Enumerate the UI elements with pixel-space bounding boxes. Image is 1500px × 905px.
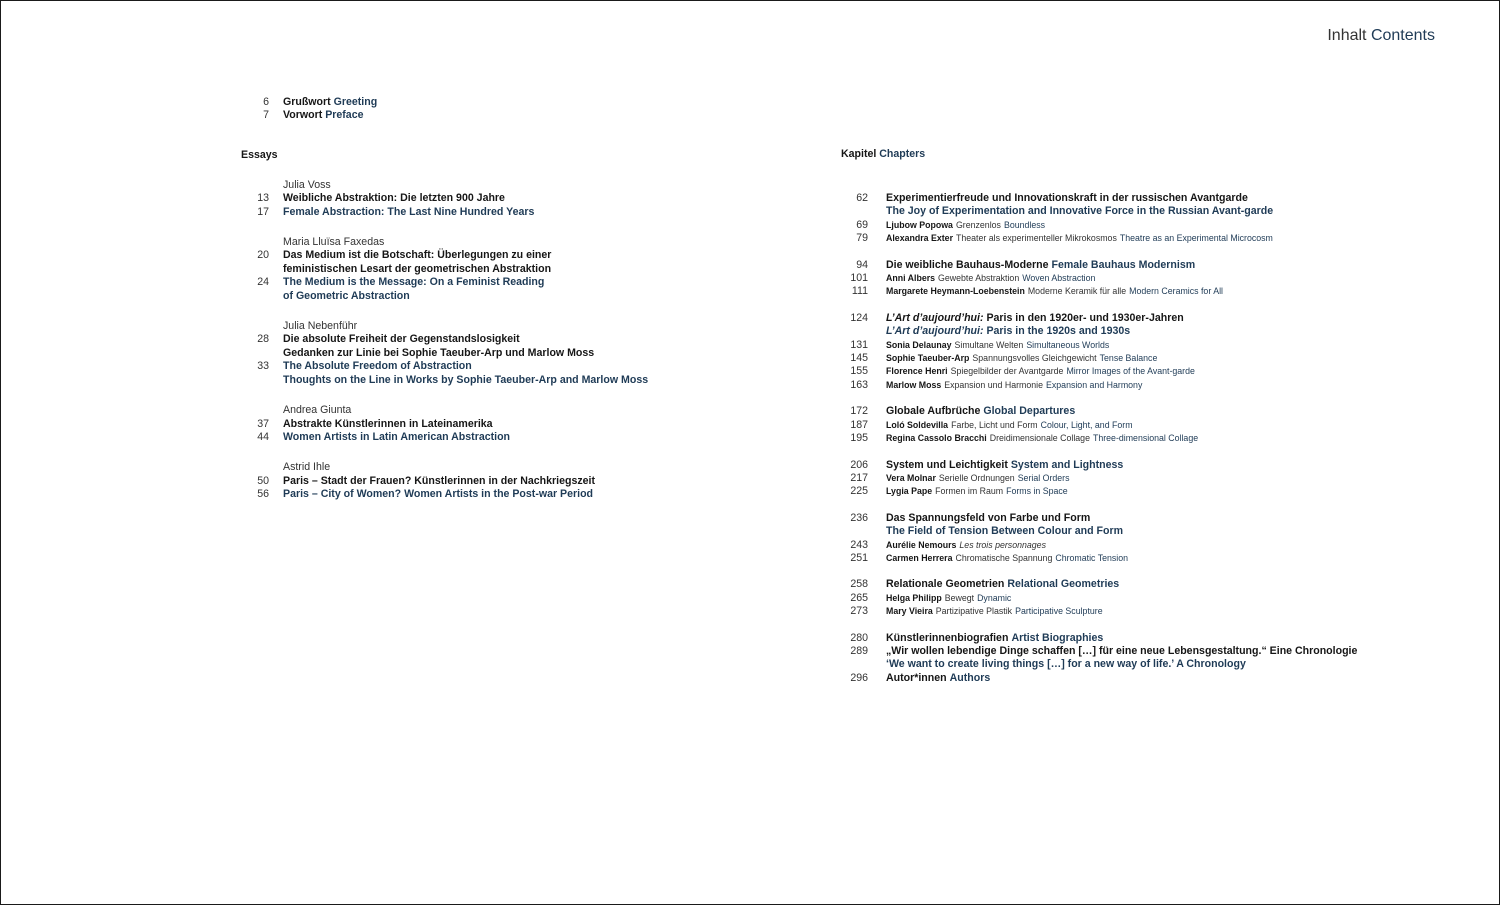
chapter-title-de: Experimentierfreude und Innovationskraft in der russischen Avantgarde	[886, 192, 1248, 204]
artist-entry[interactable]	[841, 379, 1401, 392]
chapter-title-en: System and Lightness	[1010, 458, 1124, 471]
chapter-title-de: Globale Aufbrüche	[886, 405, 981, 418]
page-number: 163	[850, 378, 868, 391]
chapter-title-de: L’Art d’aujourd’hui: Paris in den 1920er- und 1930er-Jahren	[886, 311, 1184, 324]
back-entry-en: Artist Biographies	[1011, 631, 1104, 644]
essay-line[interactable]	[241, 475, 761, 488]
back-entry[interactable]	[841, 672, 1401, 685]
artist-essay-en: Modern Ceramics for All	[1129, 286, 1223, 297]
essay-author: Julia Nebenführ	[283, 320, 358, 333]
artist-essay-en: Theatre as an Experimental Microcosm	[1119, 233, 1273, 244]
page-number: 258	[850, 578, 868, 591]
chapter-title-de: System und Leichtigkeit	[886, 458, 1008, 471]
chapter-title-en-line[interactable]	[841, 525, 1401, 538]
essay-title: Gedanken zur Linie bei Sophie Taeuber-Arp und Marlow Moss	[283, 346, 595, 359]
essay-line[interactable]	[241, 360, 761, 373]
essay-title: Weibliche Abstraktion: Die letzten 900 Jahre	[283, 192, 505, 205]
essay-line[interactable]	[241, 249, 761, 262]
chapter-gap	[841, 299, 1401, 312]
essay-author: Andrea Giunta	[283, 404, 352, 417]
artist-essay-en: Boundless	[1003, 219, 1046, 230]
essay-title: Paris – City of Women? Women Artists in the Post-war Period	[283, 488, 594, 501]
artist-essay-en: Forms in Space	[1006, 486, 1068, 497]
chapter-title-de: Die weibliche Bauhaus-Moderne	[886, 258, 1049, 271]
page-number: 37	[257, 417, 269, 430]
artist-essay-de: Gewebte Abstraktion	[938, 273, 1020, 284]
essay-gap	[241, 162, 761, 179]
artist-essay-italic: Les trois personnages	[959, 539, 1046, 550]
chapter-title-en: Relational Geometries	[1007, 578, 1120, 591]
artist-entry[interactable]	[841, 219, 1401, 232]
page-number: 50	[257, 474, 269, 487]
essay-line[interactable]	[241, 263, 761, 276]
chapter-gap	[841, 161, 1401, 192]
chapters-label-de: Kapitel	[841, 148, 877, 160]
page-number: 172	[850, 405, 868, 418]
artist-entry[interactable]	[841, 552, 1401, 565]
artist-name: Alexandra Exter	[886, 233, 953, 244]
artist-essay-de: Bewegt	[944, 592, 975, 603]
essay-title: The Absolute Freedom of Abstraction	[283, 360, 472, 373]
chapter-gap	[841, 565, 1401, 578]
essays-label: Essays	[241, 148, 278, 161]
page-number: 44	[257, 430, 269, 443]
heading-en: Contents	[1370, 27, 1435, 44]
artist-name: Aurélie Nemours	[886, 539, 957, 550]
essay-gap	[241, 387, 761, 404]
artist-entry[interactable]	[841, 432, 1401, 445]
chapter-title-de-italic: L’Art d’aujourd’hui:	[886, 311, 984, 324]
artist-name: Florence Henri	[886, 366, 948, 377]
essay-title: Die absolute Freiheit der Gegenstandslosigkeit	[283, 333, 520, 346]
artist-essay-de: Spiegelbilder der Avantgarde	[950, 366, 1064, 377]
chapter-title[interactable]	[841, 192, 1401, 205]
essay-title: feministischen Lesart der geometrischen Abstraktion	[283, 262, 552, 275]
back-entry-en: Authors	[949, 671, 991, 684]
essay-author: Astrid Ihle	[283, 461, 331, 474]
chapter-title-en-line[interactable]	[841, 205, 1401, 218]
artist-name: Vera Molnar	[886, 472, 936, 483]
chapter-gap	[841, 619, 1401, 632]
artist-name: Lygia Pape	[886, 486, 933, 497]
chapter-title[interactable]	[841, 259, 1401, 272]
artist-essay-de	[959, 540, 1046, 550]
artist-entry[interactable]	[841, 605, 1401, 618]
toc-entry-preface[interactable]	[241, 109, 761, 122]
artist-name: Margarete Heymann-Loebenstein	[886, 286, 1025, 297]
page-number: 62	[856, 192, 868, 204]
page-number: 6	[263, 96, 269, 108]
essay-author: Maria Lluïsa Faxedas	[283, 236, 385, 249]
artist-name: Anni Albers	[886, 273, 936, 284]
essay-line[interactable]	[241, 192, 761, 205]
page-number: 13	[257, 192, 269, 205]
page-number: 131	[850, 338, 868, 351]
artist-name: Sophie Taeuber-Arp	[886, 353, 970, 364]
back-entry-de: „Wir wollen lebendige Dinge schaffen […] für eine neue Lebensgestaltung.“ Eine Chronologie	[886, 644, 1358, 657]
artist-essay-en: Simultaneous Worlds	[1026, 339, 1110, 350]
chapter-title-en: L’Art d’aujourd’hui: Paris in the 1920s and 1930s	[886, 325, 1131, 338]
artist-name: Loló Soldevilla	[886, 419, 949, 430]
back-entry[interactable]	[841, 632, 1401, 645]
chapter-gap	[841, 246, 1401, 259]
chapter-title[interactable]	[841, 459, 1401, 472]
artist-entry[interactable]	[841, 232, 1401, 245]
chapter-gap	[841, 446, 1401, 459]
artist-name: Marlow Moss	[886, 379, 942, 390]
artist-entry[interactable]	[841, 539, 1401, 552]
page-number: 206	[850, 458, 868, 471]
page-number: 69	[856, 218, 868, 231]
artist-entry[interactable]	[841, 485, 1401, 498]
page-number: 225	[850, 485, 868, 498]
chapters-label	[841, 148, 1401, 161]
essay-title: Female Abstraction: The Last Nine Hundred Years	[283, 205, 535, 218]
essay-title: Thoughts on the Line in Works by Sophie Taeuber-Arp and Marlow Moss	[283, 373, 649, 386]
entry-en: Greeting	[333, 96, 378, 108]
artist-entry[interactable]	[841, 352, 1401, 365]
back-entry[interactable]	[841, 645, 1401, 658]
artist-essay-de: Simultane Welten	[954, 339, 1024, 350]
essay-line[interactable]	[241, 431, 761, 444]
artist-name: Sonia Delaunay	[886, 339, 952, 350]
chapter-title-de: Das Spannungsfeld von Farbe und Form	[886, 511, 1091, 524]
artist-name: Carmen Herrera	[886, 552, 953, 563]
page-number: 79	[856, 232, 868, 245]
essays-list	[241, 162, 761, 502]
page-number: 101	[850, 272, 868, 285]
entry-de: Grußwort	[283, 96, 331, 108]
essay-title: of Geometric Abstraction	[283, 289, 410, 302]
essay-gap	[241, 444, 761, 461]
chapter-title-en-italic: L’Art d’aujourd’hui:	[886, 325, 984, 338]
essay-line[interactable]	[241, 333, 761, 346]
artist-essay-en: Chromatic Tension	[1055, 552, 1129, 563]
page-number: 24	[257, 276, 269, 289]
back-entry-de: Autor*innen	[886, 671, 947, 684]
essay-line[interactable]	[241, 206, 761, 219]
essay-title: The Medium is the Message: On a Feminist Reading	[283, 276, 545, 289]
chapter-title-en-line[interactable]	[841, 325, 1401, 338]
page-number: 280	[850, 631, 868, 644]
artist-essay-en: Expansion and Harmony	[1046, 379, 1143, 390]
heading-de: Inhalt	[1327, 27, 1367, 44]
page-number: 265	[850, 591, 868, 604]
artist-essay-de: Spannungsvolles Gleichgewicht	[972, 353, 1097, 364]
artist-entry[interactable]	[841, 285, 1401, 298]
page-number: 296	[850, 671, 868, 684]
page-number: 273	[850, 605, 868, 618]
back-entry[interactable]	[841, 658, 1401, 671]
essay-gap	[241, 303, 761, 320]
page-number: 94	[856, 258, 868, 271]
artist-essay-de: Dreidimensionale Collage	[989, 433, 1090, 444]
entry-en: Preface	[325, 109, 364, 122]
essay-title: Paris – Stadt der Frauen? Künstlerinnen in der Nachkriegszeit	[283, 474, 596, 487]
page-number: 243	[850, 538, 868, 551]
essay-line[interactable]	[241, 374, 761, 387]
artist-entry[interactable]	[841, 365, 1401, 378]
artist-entry[interactable]	[841, 339, 1401, 352]
chapters-label-en: Chapters	[879, 148, 926, 160]
essay-title: Das Medium ist die Botschaft: Überlegungen zu einer	[283, 249, 552, 262]
page-number: 20	[257, 249, 269, 262]
artist-essay-en: Three-dimensional Collage	[1092, 433, 1199, 444]
left-column	[241, 96, 761, 502]
artist-essay-en: Dynamic	[977, 592, 1012, 603]
artist-name: Helga Philipp	[886, 592, 942, 603]
chapter-title-en: The Field of Tension Between Colour and Form	[886, 525, 1123, 538]
artist-entry[interactable]	[841, 272, 1401, 285]
artist-entry[interactable]	[841, 592, 1401, 605]
page-number: 155	[850, 365, 868, 378]
page-number: 56	[257, 488, 269, 501]
artist-essay-en: Colour, Light, and Form	[1040, 419, 1133, 430]
artist-essay-en: Participative Sculpture	[1015, 606, 1103, 617]
essay-line[interactable]	[241, 290, 761, 303]
chapter-gap	[841, 392, 1401, 405]
page-number: 7	[263, 109, 269, 122]
essay-line[interactable]	[241, 418, 761, 431]
page-number: 111	[851, 285, 868, 298]
essay-line[interactable]	[241, 276, 761, 289]
chapter-title-en: Female Bauhaus Modernism	[1051, 258, 1196, 271]
artist-essay-de: Chromatische Spannung	[955, 552, 1053, 563]
chapter-title-de: Relationale Geometrien	[886, 578, 1005, 591]
page-number: 187	[850, 418, 868, 431]
artist-essay-en: Serial Orders	[1017, 472, 1070, 483]
artist-essay-de: Formen im Raum	[935, 486, 1004, 497]
page-number: 195	[850, 432, 868, 445]
essay-line[interactable]	[241, 488, 761, 501]
chapter-title-en: The Joy of Experimentation and Innovative Force in the Russian Avant-garde	[886, 205, 1274, 218]
page-number: 33	[257, 360, 269, 373]
artist-name: Ljubow Popowa	[886, 219, 953, 230]
artist-essay-de: Grenzenlos	[955, 219, 1001, 230]
page-number: 236	[850, 511, 868, 524]
artist-essay-de: Partizipative Plastik	[935, 606, 1013, 617]
page-number: 17	[257, 205, 269, 218]
artist-essay-en: Woven Abstraction	[1022, 273, 1096, 284]
toc-entry-greeting[interactable]	[241, 96, 761, 109]
page-number: 28	[257, 333, 269, 346]
back-entry-de: Künstlerinnenbiografien	[886, 631, 1009, 644]
chapters-list	[841, 161, 1401, 685]
page-heading	[1327, 27, 1435, 45]
chapter-title[interactable]	[841, 312, 1401, 325]
artist-essay-de: Serielle Ordnungen	[938, 472, 1015, 483]
back-entry-en: ‘We want to create living things […] for a new way of life.’ A Chronology	[886, 658, 1246, 671]
chapter-title-en: Global Departures	[983, 405, 1076, 418]
page-number: 145	[850, 352, 868, 365]
essay-title: Women Artists in Latin American Abstraction	[283, 430, 511, 443]
artist-essay-de: Expansion und Harmonie	[944, 379, 1044, 390]
entry-de: Vorwort	[283, 109, 323, 122]
artist-essay-de: Moderne Keramik für alle	[1027, 286, 1127, 297]
artist-entry[interactable]	[841, 472, 1401, 485]
chapter-title[interactable]	[841, 405, 1401, 418]
page-number: 251	[850, 551, 868, 564]
artist-name: Regina Cassolo Bracchi	[886, 433, 987, 444]
chapter-gap	[841, 499, 1401, 512]
artist-essay-en: Mirror Images of the Avant-garde	[1066, 366, 1195, 377]
artist-essay-de: Theater als experimenteller Mikrokosmos	[956, 233, 1117, 244]
essay-author: Julia Voss	[283, 178, 331, 191]
page-number: 217	[850, 471, 868, 484]
artist-entry[interactable]	[841, 419, 1401, 432]
essay-line[interactable]	[241, 347, 761, 360]
essay-title: Abstrakte Künstlerinnen in Lateinamerika	[283, 417, 493, 430]
essay-gap	[241, 219, 761, 236]
artist-name: Mary Vieira	[886, 606, 933, 617]
page-number: 124	[850, 311, 868, 324]
page-number: 289	[850, 644, 868, 657]
chapter-title[interactable]	[841, 578, 1401, 591]
chapter-title[interactable]	[841, 512, 1401, 525]
right-column	[841, 148, 1401, 685]
artist-essay-en: Tense Balance	[1099, 353, 1158, 364]
artist-essay-de: Farbe, Licht und Form	[951, 419, 1038, 430]
